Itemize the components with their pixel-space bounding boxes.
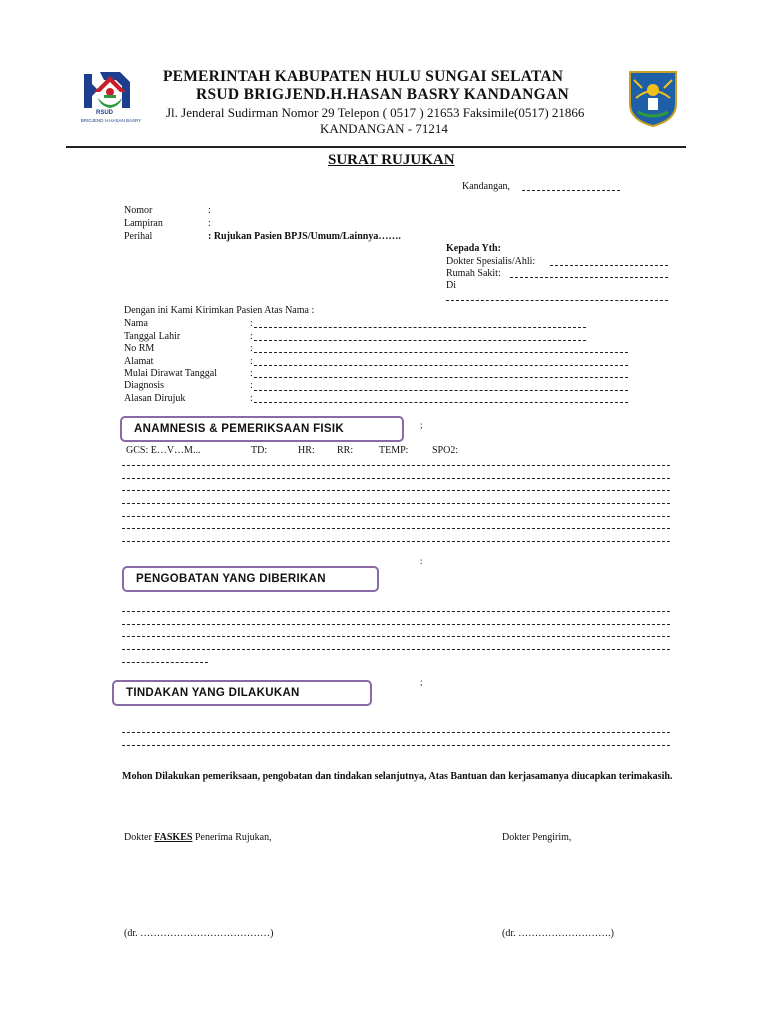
regency-emblem-icon xyxy=(626,68,680,128)
anamnesis-section-box xyxy=(120,416,404,442)
anamnesis-line[interactable] xyxy=(122,503,670,504)
di-field[interactable] xyxy=(446,300,668,301)
field-mulai-dirawat-input[interactable] xyxy=(254,377,628,378)
government-name: PEMERINTAH KABUPATEN HULU SUNGAI SELATAN xyxy=(163,68,564,85)
field-alamat-colon: : xyxy=(250,356,253,367)
perihal-label: Perihal xyxy=(124,231,153,242)
anamnesis-line[interactable] xyxy=(122,490,670,491)
vital-hr: HR: xyxy=(298,445,315,456)
pengobatan-line[interactable] xyxy=(122,624,670,625)
nomor-colon: : xyxy=(208,205,211,216)
rumah-sakit-field[interactable] xyxy=(510,277,668,278)
receiver-faskes: FASKES xyxy=(154,832,193,843)
vital-gcs: GCS: E…V…M... xyxy=(126,445,201,456)
pengobatan-colon: : xyxy=(420,556,423,566)
anamnesis-section-title: ANAMNESIS & PEMERIKSAAN FISIK xyxy=(134,423,344,435)
sender-doctor-name[interactable]: (dr. ……………………….) xyxy=(502,928,614,939)
tindakan-section-title: TINDAKAN YANG DILAKUKAN xyxy=(126,687,300,699)
closing-paragraph: Mohon Dilakukan pemeriksaan, pengobatan dan tindakan selanjutnya, Atas Bantuan dan kerjasamanya diucapkan terimakasih. xyxy=(122,771,673,782)
hospital-logo xyxy=(74,68,148,132)
receiver-doctor-suffix: Penerima Rujukan, xyxy=(192,832,272,843)
vital-temp: TEMP: xyxy=(379,445,409,456)
pengobatan-section-title: PENGOBATAN YANG DIBERIKAN xyxy=(136,573,326,585)
dokter-spesialis-label: Dokter Spesialis/Ahli: xyxy=(446,256,536,267)
dokter-spesialis-field[interactable] xyxy=(550,265,668,266)
field-no-rm-colon: : xyxy=(250,343,253,354)
logo-text: RSUD xyxy=(96,110,114,116)
nomor-label: Nomor xyxy=(124,205,153,216)
header-divider xyxy=(66,146,686,148)
anamnesis-line[interactable] xyxy=(122,516,670,517)
anamnesis-line[interactable] xyxy=(122,478,670,479)
lampiran-label: Lampiran xyxy=(124,218,163,229)
receiver-doctor-prefix: Dokter xyxy=(124,832,155,843)
anamnesis-line[interactable] xyxy=(122,541,670,542)
field-diagnosis-colon: : xyxy=(250,380,253,391)
field-tanggal-lahir-input[interactable] xyxy=(254,340,586,341)
field-diagnosis-input[interactable] xyxy=(254,390,628,391)
pengobatan-section-box xyxy=(122,566,379,592)
pengobatan-line[interactable] xyxy=(122,636,670,637)
anamnesis-colon: ; xyxy=(420,420,423,430)
field-nama-colon: : xyxy=(250,318,253,329)
date-field[interactable] xyxy=(522,190,620,191)
vital-td: TD: xyxy=(251,445,268,456)
pengobatan-line[interactable] xyxy=(122,611,670,612)
field-alamat-label: Alamat xyxy=(124,356,154,367)
field-no-rm-input[interactable] xyxy=(254,352,628,353)
regency-emblem xyxy=(626,68,680,128)
sender-doctor-label: Dokter Pengirim, xyxy=(502,832,572,843)
patient-intro: Dengan ini Kami Kirimkan Pasien Atas Nama : xyxy=(124,305,315,316)
hospital-address: Jl. Jenderal Sudirman Nomor 29 Telepon ( 0517 ) 21653 Faksimile(0517) 21866 xyxy=(166,105,585,120)
field-alasan-input[interactable] xyxy=(254,402,628,403)
field-mulai-dirawat-label: Mulai Dirawat Tanggal xyxy=(124,368,217,379)
kepada-label: Kepada Yth: xyxy=(446,243,501,254)
tindakan-line[interactable] xyxy=(122,732,670,733)
tindakan-colon: ; xyxy=(420,677,423,687)
anamnesis-line[interactable] xyxy=(122,528,670,529)
lampiran-colon: : xyxy=(208,218,211,229)
vital-spo2: SPO2: xyxy=(432,445,459,456)
hospital-name: RSUD BRIGJEND.H.HASAN BASRY KANDANGAN xyxy=(196,86,569,103)
perihal-value: : Rujukan Pasien BPJS/Umum/Lainnya……. xyxy=(208,231,401,242)
tindakan-line[interactable] xyxy=(122,745,670,746)
rumah-sakit-label: Rumah Sakit: xyxy=(446,268,501,279)
field-tanggal-lahir-label: Tanggal Lahir xyxy=(124,331,181,342)
logo-subtext: BRIGJEND H.HASAN BASRY xyxy=(80,118,142,123)
pengobatan-line[interactable] xyxy=(122,649,670,650)
field-tanggal-lahir-colon: : xyxy=(250,331,253,342)
document-title: SURAT RUJUKAN xyxy=(328,152,455,168)
receiver-doctor-name[interactable]: (dr. …………………………………) xyxy=(124,928,274,939)
pengobatan-line-short[interactable] xyxy=(122,662,208,663)
field-diagnosis-label: Diagnosis xyxy=(124,380,164,391)
hospital-city: KANDANGAN - 71214 xyxy=(320,121,448,136)
di-label: Di xyxy=(446,280,456,291)
field-alamat-input[interactable] xyxy=(254,365,628,366)
tindakan-section-box xyxy=(112,680,372,706)
field-nama-input[interactable] xyxy=(254,327,586,328)
receiver-doctor-label xyxy=(124,832,272,843)
place-date-label: Kandangan, xyxy=(462,181,511,192)
field-alasan-colon: : xyxy=(250,393,253,404)
field-no-rm-label: No RM xyxy=(124,343,155,354)
vital-rr: RR: xyxy=(337,445,354,456)
field-nama-label: Nama xyxy=(124,318,148,329)
field-alasan-label: Alasan Dirujuk xyxy=(124,393,186,404)
field-mulai-dirawat-colon: : xyxy=(250,368,253,379)
anamnesis-line[interactable] xyxy=(122,465,670,466)
